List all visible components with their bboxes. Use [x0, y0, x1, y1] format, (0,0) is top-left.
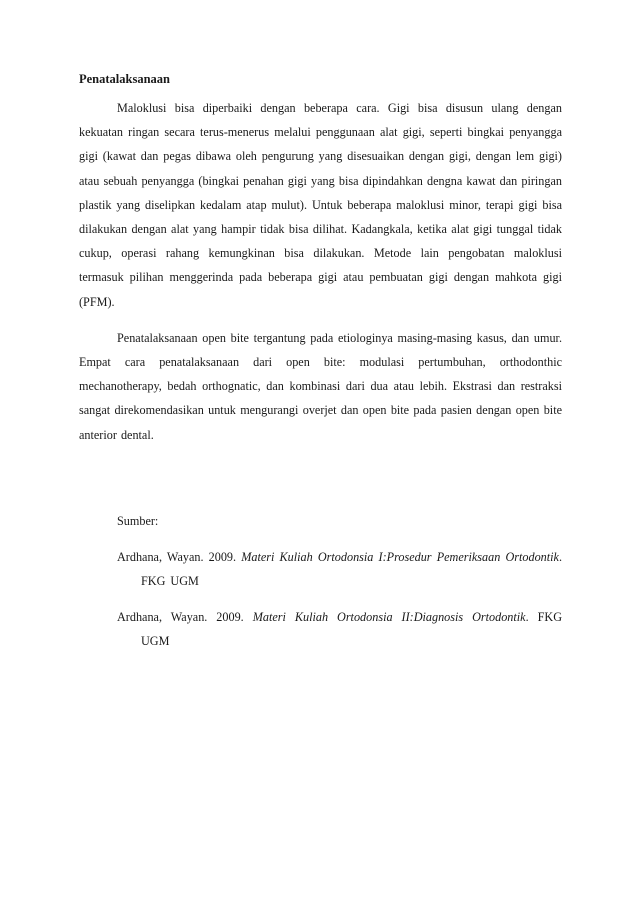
- reference-title: Materi Kuliah Ortodonsia I:Prosedur Pemeriksaan Ortodontik: [241, 549, 559, 564]
- reference-author: Ardhana, Wayan. 2009.: [117, 610, 244, 625]
- reference-publisher: . FKG UGM: [141, 610, 562, 649]
- reference-item: [117, 605, 562, 653]
- section-heading: Penatalaksanaan: [79, 72, 170, 86]
- sources-section: [79, 512, 562, 654]
- paragraph-open-bite: Penatalaksanaan open bite tergantung pada etiologinya masing-masing kasus, dan umur. Empat cara penatalaksanaan dari open bite: modulasi pertumbuhan, orthodonthic mechanotherapy, bedah orthognatic, dan kombinasi dari dua atau lebih. Ekstrasi dan restraksi sangat direkomendasikan untuk mengurangi overjet dan open bite pada pasien dengan open bite anterior dental.: [79, 330, 562, 442]
- reference-title: Materi Kuliah Ortodonsia II:Diagnosis Ortodontik: [252, 610, 526, 625]
- sources-label: Sumber:: [117, 513, 159, 528]
- reference-author: Ardhana, Wayan. 2009.: [117, 549, 237, 564]
- reference-publisher: . FKG UGM: [141, 549, 562, 589]
- paragraph-maloklusi: Maloklusi bisa diperbaiki dengan beberapa cara. Gigi bisa disusun ulang dengan kekuatan ringan secara terus-menerus melalui penggunaan alat gigi, seperti bingkai penyangga gigi (kawat dan pegas dibawa oleh pengurung yang disesuaikan dengan gigi, dengan lem gigi) atau sebuah penyangga (bingkai penahan gigi yang bisa dipindahkan dengna kawat dan piringan plastik yang diselipkan kedalam atap mulut). Untuk beberapa maloklusi minor, terapi gigi bisa dilakukan dengan alat yang hampir tidak bisa dilihat. Kadangkala, ketika alat gigi tunggal tidak cukup, operasi rahang kemungkinan bisa dilakukan. Metode lain pengobatan maloklusi termasuk pilihan menggerinda pada beberapa gigi atau pembuatan gigi dengan mahkota gigi (PFM).: [79, 101, 562, 309]
- document-body: [79, 70, 562, 666]
- reference-item: [117, 545, 562, 593]
